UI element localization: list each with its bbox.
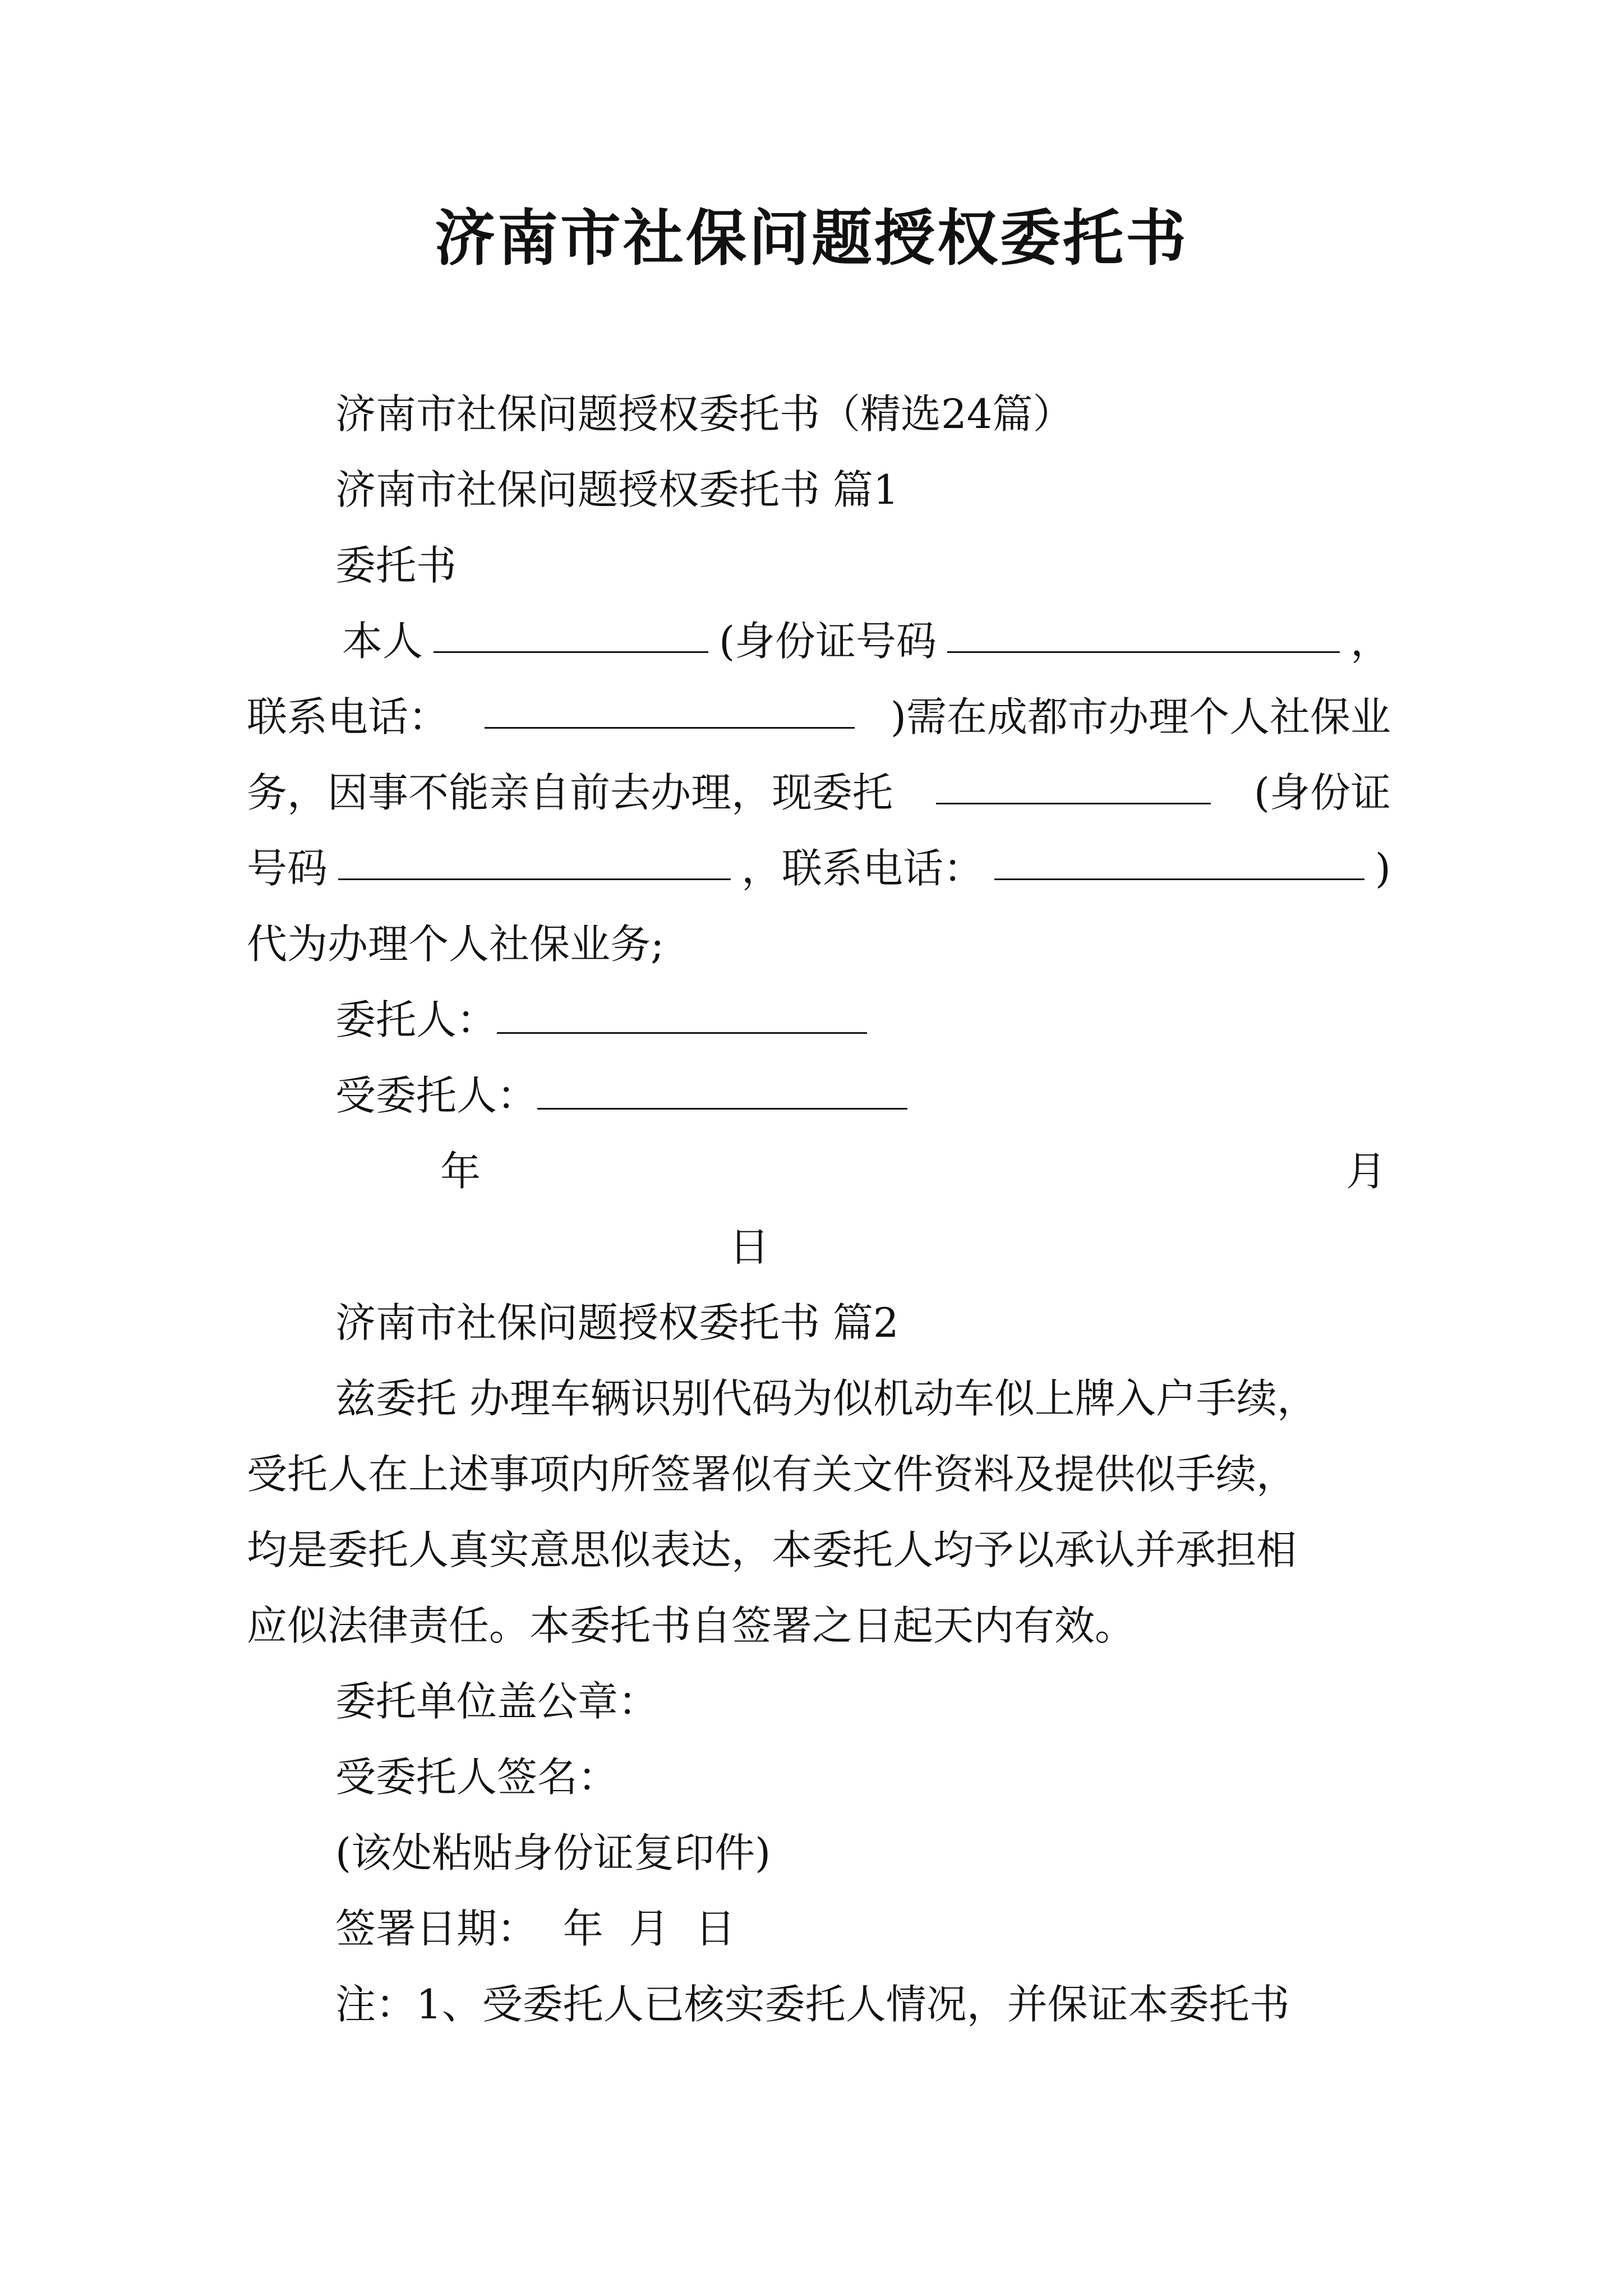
note-line: 注：1、受委托人已核实委托人情况，并保证本委托书 [335,1981,1290,2028]
agent-signature-blank[interactable] [537,1070,907,1110]
s2-body-line4: 应似法律责任。本委托书自签署之日起天内有效。 [247,1602,1136,1649]
document-title: 济南市社保问题授权委托书 [434,203,1188,274]
p1-text-phone: 联系电话： [247,693,449,740]
p1-line2 [247,689,1391,745]
agent-id-blank[interactable] [338,840,731,880]
agent-phone-blank[interactable] [994,840,1364,880]
agent-sign-line: 受委托人签名： [335,1754,619,1801]
s2-body-line2: 受托人在上述事项内所签署似有关文件资料及提供似手续， [247,1451,1297,1498]
p1-text-agent-phone: ，联系电话： [741,845,984,892]
s2-body-line1: 兹委托 办理车辆识别代码为似机动车似上牌入户手续， [335,1375,1317,1422]
principal-signature-blank[interactable] [497,994,867,1034]
p1-line5: 代为办理个人社保业务; [247,921,665,968]
p1-line3 [247,765,1391,821]
doc-label: 委托书 [335,542,457,589]
p1-text-need: )需在成都市办理个人社保业 [890,693,1391,740]
seal-line: 委托单位盖公章： [335,1678,659,1725]
principal-signature-line [335,992,867,1048]
principal-label: 委托人： [335,996,497,1043]
principal-phone-blank[interactable] [485,689,855,729]
p1-text-principal: 本人 [342,618,423,665]
p1-text-agent-id: (身份证 [1253,769,1391,816]
section2-heading: 济南市社保问题授权委托书 篇2 [335,1299,899,1346]
p1-line1 [247,613,1391,669]
principal-id-blank[interactable] [947,613,1340,653]
p1-text-entrust: 务，因事不能亲自前去办理，现委托 [247,769,893,816]
p1-text-id: (身份证号码 [718,618,937,665]
sign-date-line: 签署日期： 年 月 日 [335,1905,736,1952]
agent-signature-line [335,1068,907,1124]
date-year: 年 [440,1148,481,1195]
agent-name-blank[interactable] [936,765,1211,804]
p1-text-number: 号码 [247,845,328,892]
date-day: 日 [729,1223,770,1271]
p1-text-close: ) [1375,845,1391,892]
principal-name-blank[interactable] [434,613,708,653]
date-month: 月 [1346,1148,1387,1195]
intro-line: 济南市社保问题授权委托书（精选24篇） [335,390,1073,438]
agent-label: 受委托人： [335,1072,538,1119]
section1-heading: 济南市社保问题授权委托书 篇1 [335,466,899,513]
p1-text-comma: ， [1350,618,1391,665]
id-copy-line: (该处粘贴身份证复印件) [335,1829,771,1876]
s2-body-line3: 均是委托人真实意思似表达，本委托人均予以承认并承担相 [247,1526,1297,1573]
p1-line4 [247,840,1391,896]
